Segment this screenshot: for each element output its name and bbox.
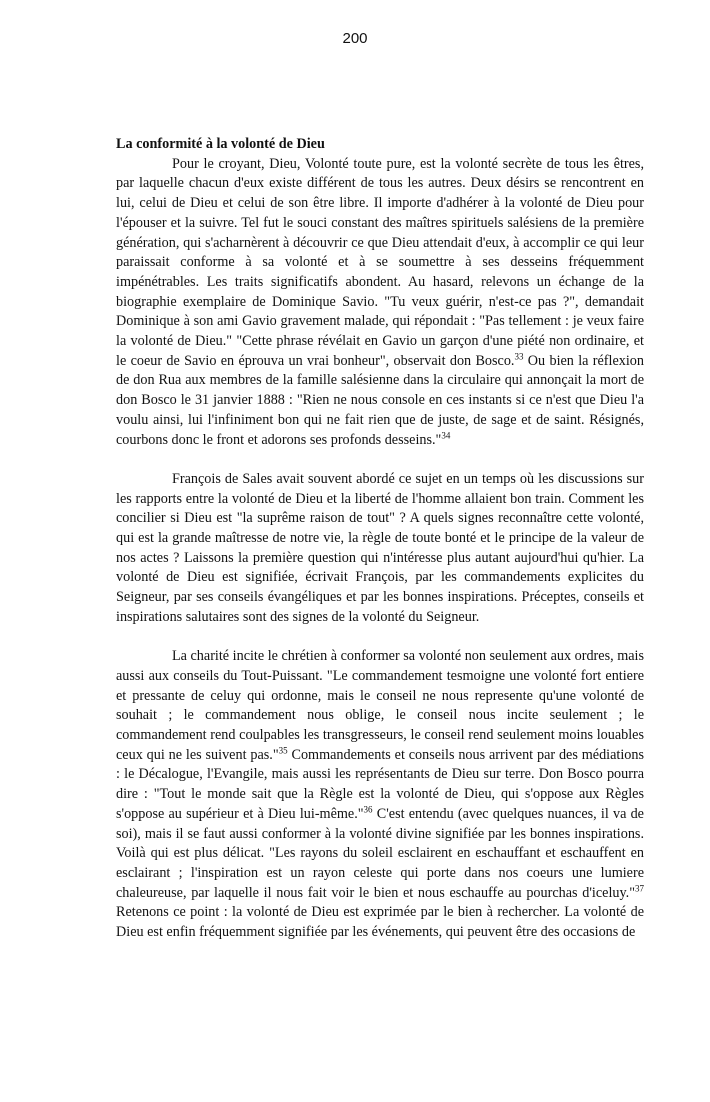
footnote-ref: 33 bbox=[514, 351, 524, 361]
text-run: C'est entendu (avec quelques nuances, il va de soi), mais il se faut aussi conformer à la volonté divine signifiée par les bonnes inspirations. Voilà qui est plus délicat. "Les rayons du soleil esclairent en eschauffant et eschauffent en esclairant ; l'inspiration est un rayon celeste qui porte dans nos coeurs une lumiere chaleureuse, par laquelle il nous fait voir le bien et nous eschauffe au pourchas d'iceluy." bbox=[116, 805, 644, 901]
text-run: Ou bien la réflexion de don Rua aux membres de la famille salésienne dans la circulaire qui annonçait la mort de don Bosco le 31 janvier 1888 : "Rien ne nous console en ces instants si ce n'est que Dieu l'a voulu ainsi, lui l'infiniment bon qui ne fait rien que de juste, de sage et de saint. Résignés, courbons donc le front et adorons ses profonds desseins." bbox=[116, 352, 644, 448]
section-title: La conformité à la volonté de Dieu bbox=[116, 136, 325, 152]
page-number: 200 bbox=[342, 30, 368, 47]
paragraph bbox=[116, 647, 644, 943]
text-run: Commandements et conseils nous arrivent par des médiations : le Décalogue, l'Evangile, mais aussi les représentants de Dieu sur terre. Don Bosco pourra dire : "Tout le monde sait que la Règle est la volonté de Dieu, qui s'oppose aux Règles s'oppose au supérieur et à Dieu lui-même." bbox=[116, 746, 644, 822]
footnote-ref: 35 bbox=[278, 745, 288, 756]
paragraph bbox=[116, 470, 644, 628]
paragraph bbox=[116, 155, 644, 451]
text-run: Retenons ce point : la volonté de Dieu est exprimée par le bien à rechercher. La volonté de Dieu est enfin fréquemment signifiée par les événements, qui peuvent être des occasions de bbox=[116, 904, 644, 941]
footnote-ref: 34 bbox=[441, 429, 451, 440]
text-run: Pour le croyant, Dieu, Volonté toute pure, est la volonté secrète de tous les êtres, par laquelle chacun d'eux existe différent de tous les autres. Deux désirs se rencontrent en lui, celui de Dieu et celui de son être libre. Il importe d'adhérer à la volonté de Dieu pour l'épouser et la suivre. Tel fut le souci constant des maîtres spirituels salésiens de la première génération, qui s'acharnèrent à découvrir ce que Dieu attendait d'eux, à accomplir ce qui leur paraissait conforme à sa volonté et à se soumettre à ses desseins fréquemment impénétrables. Les traits significatifs abondent. Au hasard, relevons un échange de la biographie exemplaire de Dominique Savio. "Tu veux guérir, n'est-ce pas ?", demandait Dominique à son ami Gavio gravement malade, qui répondait : "Pas tellement : je veux faire la volonté de Dieu." "Cette phrase révélait en Gavio un garçon d'une piété non ordinaire, et le coeur de Savio en éprouva un vrai bonheur", observait don Bosco. bbox=[116, 155, 644, 369]
text-run: La charité incite le chrétien à conformer sa volonté non seulement aux ordres, mais aussi aux conseils du Tout-Puissant. "Le commandement tesmoigne une volonté fort entiere et pressante de celuy qui ordonne, mais le conseil ne nous represente qu'une volonté de souhait ; le commandement nous oblige, le conseil nous incite seulement ; le commandement rend coulpables les transgresseurs, le conseil rend seulement moins louables ceux qui ne les suivent pas." bbox=[116, 648, 644, 763]
page-body bbox=[116, 135, 644, 943]
footnote-ref: 36 bbox=[363, 804, 373, 815]
footnote-ref: 37 bbox=[635, 882, 644, 893]
text-run: François de Sales avait souvent abordé ce sujet en un temps où les discussions sur les rapports entre la volonté de Dieu et la liberté de l'homme allaient bon train. Comment les concilier si Dieu est "la suprême raison de tout" ? A quels signes reconnaître cette volonté, qui est la grande maîtresse de notre vie, la règle de toute bonté et le principe de la valeur de nos actes ? Laissons la première question qui n'intéresse plus autant aujourd'hui qu'hier. La volonté de Dieu est signifiée, écrivait François, par les commandements explicites du Seigneur, par ses conseils évangéliques et par les bonnes inspirations. Préceptes, conseils et inspirations salutaires sont des signes de la volonté du Seigneur. bbox=[116, 470, 644, 625]
